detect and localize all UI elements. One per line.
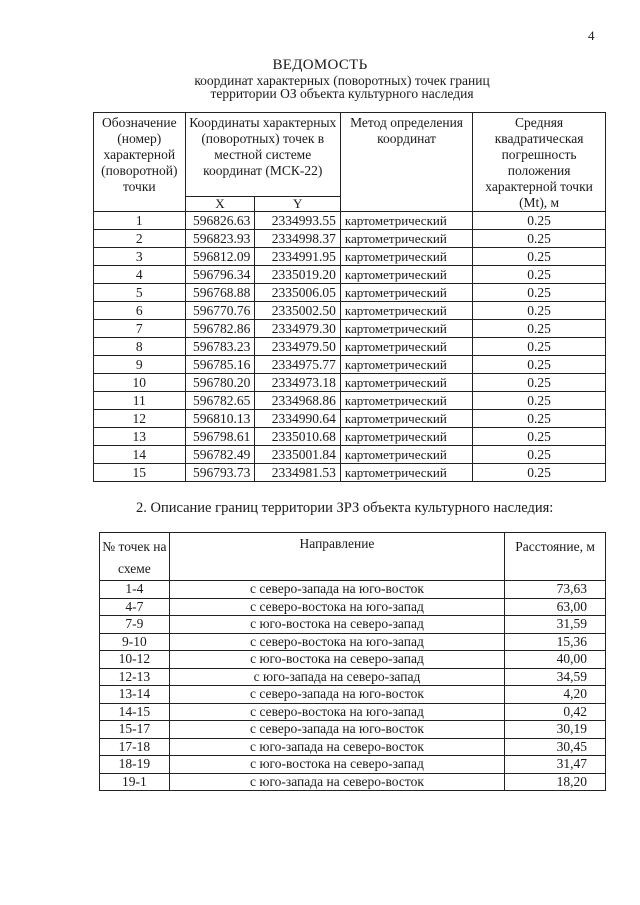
coord-x: 596798.61 — [185, 428, 255, 446]
coordinates-table — [93, 112, 606, 482]
coord-x: 596810.13 — [185, 410, 255, 428]
method: картометрический — [340, 464, 472, 482]
segment-points: 12-13 — [100, 668, 170, 686]
point-number: 4 — [94, 266, 186, 284]
point-number: 9 — [94, 356, 186, 374]
coord-x: 596793.73 — [185, 464, 255, 482]
method: картометрический — [340, 302, 472, 320]
mean-error: 0.25 — [473, 464, 606, 482]
segment-distance: 0,42 — [505, 703, 606, 721]
header-distance-text: Расстояние, м — [515, 539, 595, 554]
table-row — [100, 721, 606, 739]
method: картометрический — [340, 410, 472, 428]
table-row — [94, 302, 606, 320]
coord-y: 2334993.55 — [255, 212, 341, 230]
table-row — [94, 446, 606, 464]
coord-x: 596782.49 — [185, 446, 255, 464]
method: картометрический — [340, 284, 472, 302]
point-number: 13 — [94, 428, 186, 446]
segment-direction: с юго-запада на северо-восток — [169, 773, 504, 791]
table-row — [94, 428, 606, 446]
coord-y: 2334979.50 — [255, 338, 341, 356]
segment-distance: 40,00 — [505, 651, 606, 669]
table-row — [100, 738, 606, 756]
segment-points: 15-17 — [100, 721, 170, 739]
table-row — [94, 320, 606, 338]
coord-y: 2334975.77 — [255, 356, 341, 374]
segment-points: 7-9 — [100, 616, 170, 634]
section2-title: 2. Описание границ территории ЗРЗ объекта культурного наследия: — [136, 500, 554, 516]
header-designation — [94, 113, 186, 212]
header-error — [473, 113, 606, 212]
segment-direction: с юго-запада на северо-запад — [169, 668, 504, 686]
boundary-description-table — [99, 532, 606, 791]
method: картометрический — [340, 212, 472, 230]
segment-direction: с северо-востока на юго-запад — [169, 633, 504, 651]
point-number: 15 — [94, 464, 186, 482]
coord-y: 2335006.05 — [255, 284, 341, 302]
segment-direction: с северо-запада на юго-восток — [169, 581, 504, 599]
segment-points: 10-12 — [100, 651, 170, 669]
point-number: 8 — [94, 338, 186, 356]
table-row — [94, 248, 606, 266]
mean-error: 0.25 — [473, 338, 606, 356]
table-row — [94, 374, 606, 392]
coord-y: 2335010.68 — [255, 428, 341, 446]
header-designation-text: Обозначение (номер) характерной (поворотной) точки — [101, 115, 178, 194]
segment-direction: с северо-востока на юго-запад — [169, 703, 504, 721]
coord-x: 596782.86 — [185, 320, 255, 338]
table-row — [100, 598, 606, 616]
segment-distance: 31,59 — [505, 616, 606, 634]
segment-points: 4-7 — [100, 598, 170, 616]
table-row — [94, 230, 606, 248]
table-row — [100, 616, 606, 634]
mean-error: 0.25 — [473, 212, 606, 230]
point-number: 7 — [94, 320, 186, 338]
method: картометрический — [340, 248, 472, 266]
table-row — [100, 651, 606, 669]
table-row — [94, 410, 606, 428]
mean-error: 0.25 — [473, 428, 606, 446]
header-points — [100, 533, 170, 581]
coord-y: 2334968.86 — [255, 392, 341, 410]
header-distance — [505, 533, 606, 581]
method: картометрический — [340, 230, 472, 248]
segment-points: 13-14 — [100, 686, 170, 704]
segment-distance: 34,59 — [505, 668, 606, 686]
header-direction — [169, 533, 504, 581]
point-number: 1 — [94, 212, 186, 230]
method: картометрический — [340, 266, 472, 284]
header-method — [340, 113, 472, 212]
page-number: 4 — [588, 28, 595, 43]
document-subtitle-line2: территории ОЗ объекта культурного наследия — [210, 86, 474, 101]
table-row — [100, 756, 606, 774]
segment-points: 19-1 — [100, 773, 170, 791]
mean-error: 0.25 — [473, 230, 606, 248]
segment-distance: 31,47 — [505, 756, 606, 774]
table-row — [94, 212, 606, 230]
point-number: 2 — [94, 230, 186, 248]
header-method-text: Метод определения координат — [350, 115, 464, 146]
mean-error: 0.25 — [473, 446, 606, 464]
method: картометрический — [340, 320, 472, 338]
method: картометрический — [340, 446, 472, 464]
coord-x: 596782.65 — [185, 392, 255, 410]
coord-x: 596783.23 — [185, 338, 255, 356]
point-number: 12 — [94, 410, 186, 428]
header-x: X — [185, 197, 255, 212]
header-y: Y — [255, 197, 341, 212]
point-number: 10 — [94, 374, 186, 392]
coord-y: 2334981.53 — [255, 464, 341, 482]
method: картометрический — [340, 356, 472, 374]
table-row — [94, 464, 606, 482]
segment-points: 18-19 — [100, 756, 170, 774]
table-row — [100, 581, 606, 599]
method: картометрический — [340, 392, 472, 410]
coord-x: 596785.16 — [185, 356, 255, 374]
segment-distance: 63,00 — [505, 598, 606, 616]
mean-error: 0.25 — [473, 302, 606, 320]
coord-x: 596823.93 — [185, 230, 255, 248]
segment-direction: с северо-запада на юго-восток — [169, 721, 504, 739]
segment-direction: с юго-востока на северо-запад — [169, 651, 504, 669]
segment-direction: с северо-запада на юго-восток — [169, 686, 504, 704]
coord-x: 596780.20 — [185, 374, 255, 392]
segment-direction: с юго-востока на северо-запад — [169, 756, 504, 774]
method: картометрический — [340, 338, 472, 356]
segment-direction: с северо-востока на юго-запад — [169, 598, 504, 616]
segment-distance: 30,19 — [505, 721, 606, 739]
point-number: 3 — [94, 248, 186, 266]
coord-y: 2335001.84 — [255, 446, 341, 464]
coord-y: 2334979.30 — [255, 320, 341, 338]
mean-error: 0.25 — [473, 248, 606, 266]
segment-points: 9-10 — [100, 633, 170, 651]
header-error-text: Средняя квадратическая погрешность положения характерной точки (Mt), м — [485, 115, 593, 210]
coord-x: 596826.63 — [185, 212, 255, 230]
coord-y: 2334998.37 — [255, 230, 341, 248]
segment-direction: с юго-востока на северо-запад — [169, 616, 504, 634]
table-row — [94, 284, 606, 302]
segment-points: 14-15 — [100, 703, 170, 721]
coord-x: 596796.34 — [185, 266, 255, 284]
header-points-text: № точек на схеме — [102, 539, 167, 576]
segment-points: 17-18 — [100, 738, 170, 756]
table-row — [100, 703, 606, 721]
method: картометрический — [340, 428, 472, 446]
table-row — [100, 686, 606, 704]
coord-x: 596768.88 — [185, 284, 255, 302]
table-row — [94, 356, 606, 374]
coord-y: 2334973.18 — [255, 374, 341, 392]
coord-x: 596770.76 — [185, 302, 255, 320]
method: картометрический — [340, 374, 472, 392]
header-coordinates-text: Координаты характерных (поворотных) точек в местной системе координат (МСК-22) — [189, 115, 337, 178]
mean-error: 0.25 — [473, 410, 606, 428]
mean-error: 0.25 — [473, 356, 606, 374]
table-row — [100, 773, 606, 791]
table-row — [100, 633, 606, 651]
table-row — [94, 392, 606, 410]
point-number: 11 — [94, 392, 186, 410]
header-direction-text: Направление — [299, 536, 375, 551]
mean-error: 0.25 — [473, 320, 606, 338]
segment-distance: 73,63 — [505, 581, 606, 599]
point-number: 14 — [94, 446, 186, 464]
mean-error: 0.25 — [473, 284, 606, 302]
segment-distance: 4,20 — [505, 686, 606, 704]
table-row — [100, 668, 606, 686]
coord-y: 2335002.50 — [255, 302, 341, 320]
mean-error: 0.25 — [473, 374, 606, 392]
mean-error: 0.25 — [473, 392, 606, 410]
mean-error: 0.25 — [473, 266, 606, 284]
document-subtitle-line1: координат характерных (поворотных) точек границ — [194, 73, 490, 88]
coord-x: 596812.09 — [185, 248, 255, 266]
point-number: 6 — [94, 302, 186, 320]
segment-distance: 18,20 — [505, 773, 606, 791]
point-number: 5 — [94, 284, 186, 302]
header-coordinates — [185, 113, 340, 197]
table-row — [94, 266, 606, 284]
coord-y: 2335019.20 — [255, 266, 341, 284]
segment-points: 1-4 — [100, 581, 170, 599]
coord-y: 2334990.64 — [255, 410, 341, 428]
table-row — [94, 338, 606, 356]
document-title: ВЕДОМОСТЬ — [272, 57, 368, 73]
segment-distance: 15,36 — [505, 633, 606, 651]
segment-distance: 30,45 — [505, 738, 606, 756]
segment-direction: с юго-запада на северо-восток — [169, 738, 504, 756]
coord-y: 2334991.95 — [255, 248, 341, 266]
